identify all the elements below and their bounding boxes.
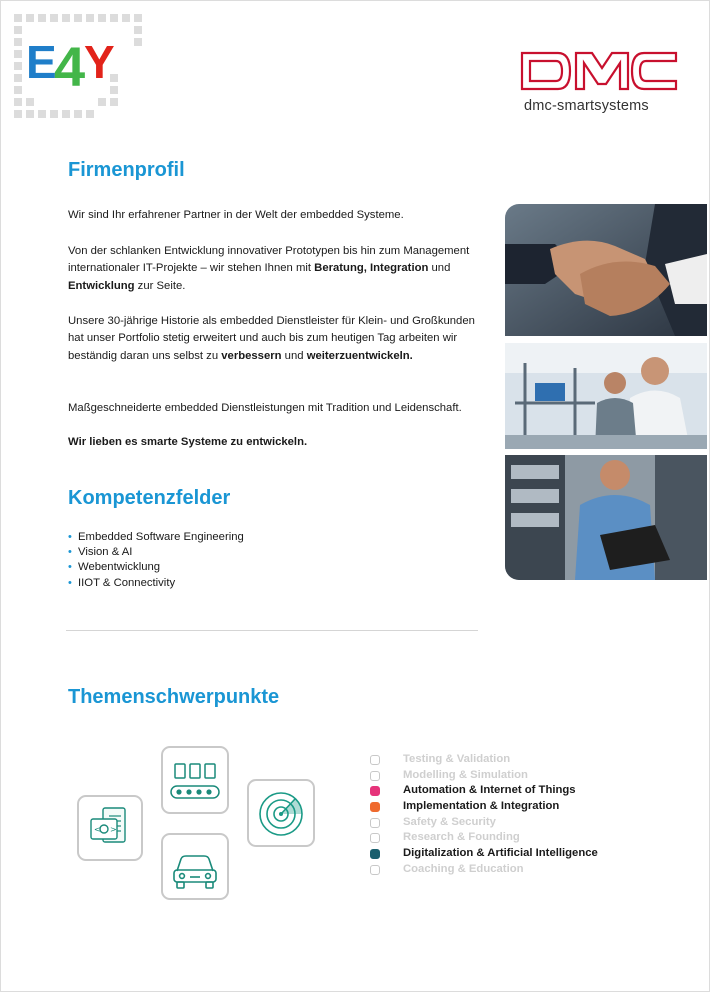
legend-item: Implementation & Integration [370,799,598,815]
firmenprofil-title: Firmenprofil [68,159,185,181]
legend-marker-pink [370,786,380,796]
legend-checkbox [370,833,380,843]
radar-icon [247,779,315,847]
engineer-laptop-photo [505,455,707,580]
history-paragraph: Unsere 30-jährige Historie als embedded Dienstleister für Klein- und Großkunden hat unser Portfolio stetig erweitert und auch bis zum heutigen Tag arbeiten wir beständig daran uns selbst zu verbessern und weiterzuentwickeln. [68,315,475,362]
software-module-icon [77,795,143,861]
tradition-paragraph: Maßgeschneiderte embedded Dienstleistungen mit Tradition und Leidenschaft. [68,402,462,414]
e4y-logo [14,14,142,118]
kompetenzfelder-title: Kompetenzfelder [68,487,231,509]
legend-item: Modelling & Simulation [370,768,598,784]
legend-checkbox [370,755,380,765]
kompetenz-item: • Embedded Software Engineering [68,530,244,545]
legend-marker-orange [370,802,380,812]
svg-text:E: E [26,36,54,88]
slogan-paragraph: Wir lieben es smarte Systeme zu entwickeln. [68,436,308,448]
kompetenz-item: • IIOT & Connectivity [68,576,244,591]
legend-item: Testing & Validation [370,752,598,768]
dmc-subtitle: dmc-smartsystems [524,98,649,114]
legend-checkbox [370,818,380,828]
intro-paragraph: Wir sind Ihr erfahrener Partner in der Welt der embedded Systeme. [68,209,404,221]
legend-item: Safety & Security [370,815,598,831]
legend-item: Digitalization & Artificial Intelligence [370,846,598,862]
car-icon [161,833,229,900]
kompetenz-item: • Webentwicklung [68,560,244,575]
kompetenz-item: • Vision & AI [68,545,244,560]
legend-item: Research & Founding [370,830,598,846]
lab-photo [505,343,707,449]
legend-marker-teal [370,849,380,859]
development-paragraph: Von der schlanken Entwicklung innovativer Prototypen bis hin zum Management internationaler IT-Projekte – wir stehen Ihnen mit Beratung, Integration und Entwicklung zur Seite. [68,245,470,292]
svg-text:4: 4 [54,35,83,98]
handshake-photo [505,204,707,336]
conveyor-automation-icon [161,746,229,814]
themen-legend [370,752,598,878]
legend-item: Coaching & Education [370,862,598,878]
section-divider [66,630,478,631]
legend-checkbox [370,865,380,875]
legend-item: Automation & Internet of Things [370,783,598,799]
legend-checkbox [370,771,380,781]
svg-text:Y: Y [84,36,115,88]
kompetenz-list [68,530,244,591]
svg-text:>: > [110,825,117,834]
svg-text:<: < [94,825,101,834]
themen-title: Themenschwerpunkte [68,686,280,708]
